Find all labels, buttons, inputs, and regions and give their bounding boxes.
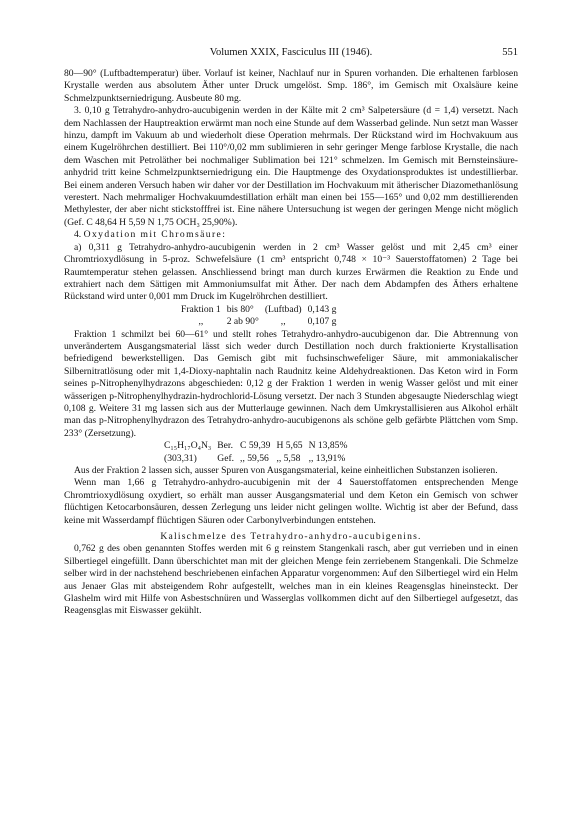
paragraph: 3. 0,10 g Tetrahydro-anhydro-aucubigenin werden in der Kälte mit 2 cm³ Salpetersäure (d = 1,4) versetzt. Nach dem Nachlassen der Hauptreaktion erwärmt man noch eine Stunde auf dem Wasserbad gelinde. Nun setzt man Wasser hinzu, dampft im Vakuum ab und wiederholt diese Operation mehrmals. Der Rückstand wird im Hochvakuum aus einem Kugelröhrchen destilliert. Bei 110°/0,02 mm sublimieren in sehr geringer Menge farblose Krystalle, die nach dem Waschen mit Petroläther bei nochmaliger Sublimation bei 121° schmelzen. Im Gemisch mit Bernsteinsäure-anhydrid tritt keine Schmelzpunktserniedrigung ein. Die Hauptmenge des Oxydationsproduktes ist undestillierbar. Bei einem anderen Versuch haben wir daher vor der Destillation im Hochvakuum mit ätherischer Diazomethanlösung verestert. Nach mehrmaliger Hochvakuumdestillation erhält man einen bei 155—165° und 0,02 mm destillierenden Methylester, der aber nicht stickstofffrei ist. Eine nähere Untersuchung ist wegen der geringen Menge nicht möglich (Gef. C 48,64 H 5,59 N 1,75 OCH₃ 25,90%). — [64, 105, 518, 228]
fraction-mass: 0,143 g — [307, 303, 337, 315]
page-number: 551 — [502, 47, 518, 58]
table-row — [181, 316, 342, 328]
fraction-note: (Luftbad) — [264, 303, 302, 315]
fraction-range: bis 80° — [226, 303, 254, 315]
elemental-analysis — [164, 440, 353, 465]
gef-h: ,, 5,58 — [276, 452, 301, 464]
ber-label: Ber. — [217, 440, 233, 452]
section-title: Kalischmelze des Tetrahydro-anhydro-aucubigenins. — [160, 531, 422, 543]
paragraph: 80—90° (Luftbadtemperatur) über. Vorlauf ist keiner, Nachlauf nur in Spuren vorhanden. Die erhaltenen farblosen Krystalle werden aus absolutem Äther unter Druck umgelöst. Smp. 186°, im Gemisch mit Oxalsäure keine Schmelzpunktserniedrigung. Ausbeute 80 mg. — [64, 68, 518, 104]
table-row — [164, 440, 353, 452]
paragraph: 0,762 g des oben genannten Stoffes werden mit 6 g reinstem Stangenkali rasch, aber gut verrieben und in einen Silbertiegel eingefüllt. Dann überschichtet man mit der gleichen Menge fein zerriebenem Stangenkali. Die Schmelze selber wird in der nachstehend beschriebenen einfachen Apparatur vorgenommen: Auf den Silbertiegel wird ein Helm aus Jenaer Glas mit absteigendem Rohr aufgestellt, welches man in ein kleines Reagensglas hineinsteckt. Der Glashelm wird mit Hilfe von Asbestschnüren und Wasserglas vollkommen dicht auf den Silbertiegel aufgesetzt, das Reagensglas mit Eiswasser gekühlt. — [64, 543, 518, 617]
paragraph: Fraktion 1 schmilzt bei 60—61° und stellt rohes Tetrahydro-anhydro-aucubigenon dar. Die Abtrennung von unverändertem Ausgangsmaterial lässt sich weder durch Destillation noch durch fraktionierte Krystallisation befriedigend bewerkstelligen. Das Gemisch gibt mit fuchsinschwefeliger Säure, mit ammoniakalischer Silbernitratlösung oder mit 1,4-Dioxy-naphtalin nach Raudnitz keine Aldehydreaktionen. Das Keton wird in Form seines p-Nitrophenylhydrazons abgeschieden: 0,12 g der Fraktion 1 werden in wenig Wasser gelöst und mit einer wässerigen p-Nitrophenylhydrazin-hydrochlorid-Lösung versetzt. Der nach 3 Stunden abgesaugte Niederschlag wiegt 0,108 g. Weitere 31 mg lassen sich aus der Mutterlauge gewinnen. Nach dem Umkrystallisieren aus Alkohol erhält man das p-Nitrophenylhydrazon des Tetrahydro-anhydro-aucubigenons als schöne gelb gefärbte Plättchen vom Smp. 233° (Zersetzung). — [64, 328, 518, 439]
fraction-range: 2 ab 90° — [226, 316, 259, 328]
page-body — [64, 68, 518, 618]
gef-label: Gef. — [217, 452, 235, 464]
fraction-name: ,, — [198, 316, 204, 328]
formula: C₁₅H₁₇O₄N₃ — [164, 440, 212, 452]
paragraph: a) 0,311 g Tetrahydro-anhydro-aucubigenin werden in 2 cm³ Wasser gelöst und mit 2,45 cm³ einer Chromtrioxydlösung in 5-proz. Schwefelsäure (1 cm³ entspricht 0,748 × 10⁻³ Sauerstoffatomen) 2 Tage bei Raumtemperatur stehen gelassen. Anschliessend bringt man durch kurzes Erwärmen die Reaktion zu Ende und extrahiert nach dem Sättigen mit Ammoniumsulfat mit Äther. Der nach dem Abdampfen des Äthers erhaltene Rückstand wird unter 0,001 mm Druck im Kugelröhrchen destilliert. — [64, 241, 518, 303]
paragraph: Wenn man 1,66 g Tetrahydro-anhydro-aucubigenin mit der 4 Sauerstoffatomen entsprechenden Menge Chromtrioxydlösung oxydiert, so erhält man ausser Ausgangsmaterial und dem Keton ein Gemisch von schwer flüchtigen Ketocarbonsäuren, dessen Zerlegung uns leider nicht gelingen wollte. Wichtig ist aber der Befund, dass keine mit Wasserdampf flüchtigen Säuren oder Carbonylverbindungen entstehen. — [64, 477, 518, 526]
fraction-mass: 0,107 g — [307, 316, 337, 328]
gef-n: ,, 13,91% — [308, 452, 346, 464]
ber-h: H 5,65 — [276, 440, 303, 452]
gef-c: ,, 59,56 — [240, 452, 269, 464]
fraction-name: Fraktion 1 — [181, 303, 221, 315]
fraction-table — [181, 304, 342, 329]
molecular-weight: (303,31) — [164, 452, 197, 464]
running-title: Volumen XXIX, Fasciculus III (1946). — [209, 47, 373, 58]
table-row — [164, 453, 353, 465]
subheading-oxidation-chromic-acid — [64, 229, 518, 241]
paragraph: Aus der Fraktion 2 lassen sich, ausser Spuren von Ausgangsmaterial, keine einheitlichen Substanzen isolieren. — [74, 465, 498, 476]
ber-c: C 59,39 — [240, 440, 271, 452]
ber-n: N 13,85% — [308, 440, 348, 452]
subheading-text: Oxydation mit Chromsäure: — [83, 229, 227, 241]
subheading-number: 4. — [74, 229, 82, 241]
fraction-note: ,, — [280, 316, 286, 328]
table-row — [181, 304, 342, 316]
page-header — [64, 46, 518, 60]
